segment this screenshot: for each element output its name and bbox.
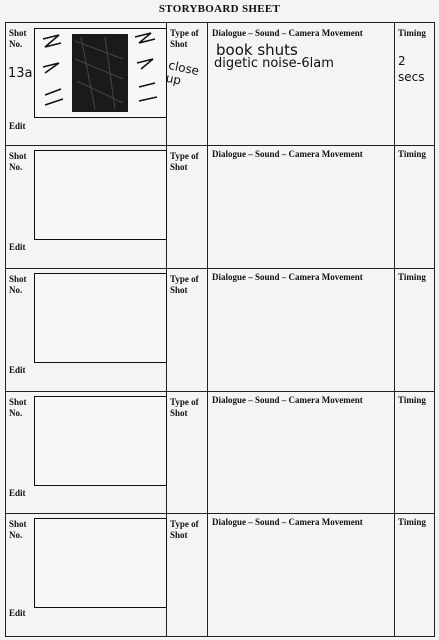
dialogue-label: Dialogue – Sound – Camera Movement <box>212 272 363 282</box>
edit-label: Edit <box>9 488 26 498</box>
storyboard-frame <box>34 150 167 240</box>
type-of-shot-label: Type of Shot <box>170 151 199 172</box>
shot-no-label: Shot No. <box>9 151 27 172</box>
timing-label: Timing <box>398 395 426 405</box>
storyboard-frame <box>34 396 167 486</box>
type-of-shot-value: close up <box>164 58 201 88</box>
storyboard-row <box>6 23 434 146</box>
type-of-shot-label: Type of Shot <box>170 274 199 295</box>
type-of-shot-label: Type of Shot <box>170 519 199 540</box>
shot-no-label: Shot No. <box>9 274 27 295</box>
edit-label: Edit <box>9 365 26 375</box>
storyboard-table <box>5 22 435 637</box>
closed-book-sketch <box>35 29 165 116</box>
shot-no-label: Shot No. <box>9 519 27 540</box>
dialogue-label: Dialogue – Sound – Camera Movement <box>212 517 363 527</box>
storyboard-row <box>6 146 434 269</box>
shot-no-label: Shot No. <box>9 28 27 49</box>
storyboard-frame <box>34 28 167 118</box>
edit-label: Edit <box>9 242 26 252</box>
shot-number: 13a <box>8 66 33 81</box>
storyboard-frame <box>34 518 167 608</box>
dialogue-line-1: book shuts <box>216 41 298 59</box>
timing-label: Timing <box>398 149 426 159</box>
sheet-title: STORYBOARD SHEET <box>158 3 281 15</box>
storyboard-row <box>6 514 434 636</box>
storyboard-row <box>6 269 434 392</box>
shot-no-label: Shot No. <box>9 397 27 418</box>
timing-label: Timing <box>398 517 426 527</box>
storyboard-frame <box>34 273 167 363</box>
storyboard-row <box>6 392 434 514</box>
timing-label: Timing <box>398 272 426 282</box>
timing-label: Timing <box>398 28 426 38</box>
dialogue-line-2: digetic noise-6lam <box>214 56 334 71</box>
dialogue-label: Dialogue – Sound – Camera Movement <box>212 395 363 405</box>
type-of-shot-label: Type of Shot <box>170 397 199 418</box>
dialogue-label: Dialogue – Sound – Camera Movement <box>212 28 363 38</box>
type-of-shot-label: Type of Shot <box>170 28 199 49</box>
edit-label: Edit <box>9 121 26 131</box>
edit-label: Edit <box>9 608 26 618</box>
timing-value: 2 secs <box>398 54 425 84</box>
dialogue-label: Dialogue – Sound – Camera Movement <box>212 149 363 159</box>
